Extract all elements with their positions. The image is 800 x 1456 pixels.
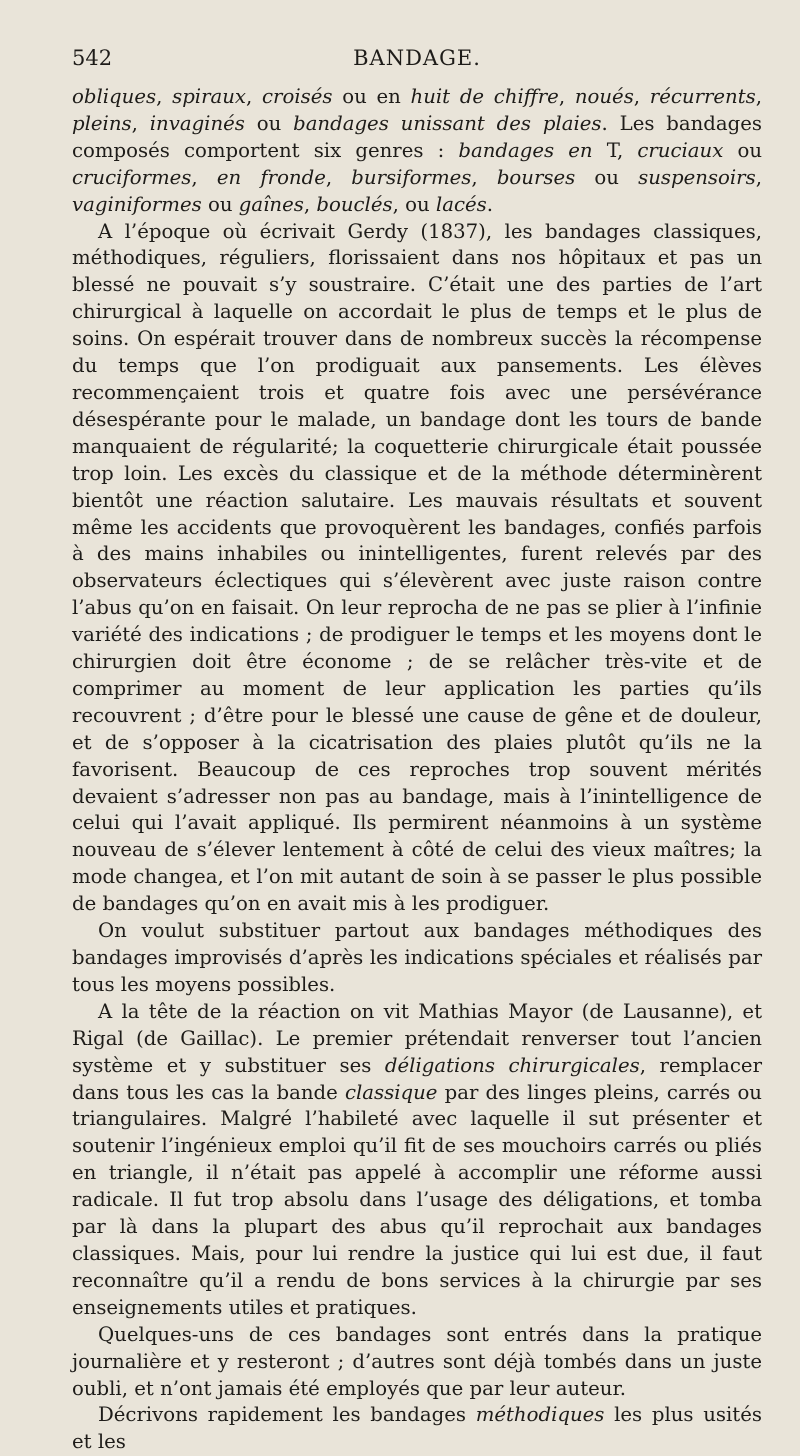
italic-term: bourses — [496, 165, 576, 189]
text-run: On voulut substituer partout aux bandages méthodiques des bandages improvisés d’après les indications spéciales et réalisés par tous les moyens possibles. — [72, 919, 762, 996]
page-body — [72, 84, 762, 1456]
italic-term: invaginés — [149, 111, 245, 135]
paragraph — [72, 999, 762, 1322]
text-run: ou — [244, 111, 294, 135]
italic-term: gaînes — [238, 192, 304, 216]
text-run: T, — [592, 138, 638, 162]
text-run: , — [325, 165, 352, 189]
page-number: 542 — [72, 46, 113, 70]
paragraph — [72, 1322, 762, 1403]
italic-term: pleins — [72, 111, 132, 135]
paragraph — [72, 918, 762, 999]
text-run: les plus usités et les — [72, 1403, 762, 1454]
text-run: , — [633, 85, 650, 108]
text-run: , — [471, 165, 497, 189]
text-run: , — [755, 165, 762, 189]
italic-term: bursiformes — [351, 165, 472, 189]
text-run: ou en — [332, 85, 411, 108]
text-run: A la tête de la réaction on vit Mathias Mayor (de Lausanne), et Rigal (de Gaillac). Le premier prétendait renverser tout l’ancien système et y substituer ses — [72, 999, 762, 1077]
text-run: , — [191, 165, 217, 189]
text-run: ou — [723, 138, 763, 162]
italic-term: lacés — [435, 192, 487, 216]
italic-term: classique — [344, 1080, 438, 1104]
text-run: , ou — [392, 192, 436, 216]
text-run: par des linges pleins, carrés ou triangulaires. Malgré l’habileté avec laquelle il sut présenter et soutenir l’ingénieux emploi qu’il fit de ses mouchoirs carrés ou pliés en triangle, il n’était pas appelé à accomplir une réforme aussi radicale. Il fut trop absolu dans l’usage des déligations, et tomba par là dans la plupart des abus qu’il reprochait aux bandages classiques. Mais, pour lui rendre la justice qui lui est due, il faut reconnaître qu’il a rendu de bons services à la chirurgie par ses enseignements utiles et pratiques. — [72, 1080, 762, 1319]
italic-term: huit de chiffre — [410, 85, 559, 108]
text-run: , — [246, 85, 263, 108]
text-run: ou — [575, 165, 639, 189]
italic-term: en fronde — [216, 165, 326, 189]
text-run: A l’époque où écrivait Gerdy (1837), les bandages classiques, méthodiques, réguliers, florissaient dans nos hôpitaux et pas un blessé ne pouvait s’y soustraire. C’était une des parties de l’art chirurgical à laquelle on accordait le plus de temps et le plus de soins. On espérait trouver dans de nombreux succès la récompense du temps que l’on prodiguait aux pansements. Les élèves recommençaient trois et quatre fois avec une persévérance désespérante pour le malade, un bandage dont les tours de bande manquaient de régularité; la coquetterie chirurgicale était poussée trop loin. Les excès du classique et de la méthode déterminèrent bientôt une réaction salutaire. Les mauvais résultats et souvent même les accidents que provoquèrent les bandages, confiés parfois à des mains inhabiles ou inintelligentes, furent relevés par des observateurs éclectiques qui s’élevèrent avec juste raison contre l’abus qu’on en faisait. On leur reprocha de ne pas se plier à l’infinie variété des indications ; de prodiguer le temps et les moyens dont le chirurgien doit être économe ; de se relâcher très-vite et de comprimer au moment de leur application les parties qu’ils recouvrent ; d’être pour le blessé une cause de gêne et de douleur, et de s’opposer à la cicatrisation des plaies plutôt qu’ils ne la favorisent. Beaucoup de ces reproches trop souvent mérités devaient s’adresser non pas au bandage, mais à l’inintelligence de celui qui l’avait appliqué. Ils permirent néanmoins à un système nouveau de s’élever lentement à côté de celui des vieux maîtres; la mode changea, et l’on mit autant de soin à se passer le plus possible de bandages qu’on en avait mis à les prodiguer. — [72, 219, 762, 916]
text-run: , — [558, 85, 575, 108]
italic-term: cruciformes — [72, 165, 192, 189]
text-run: Décrivons rapidement les bandages — [98, 1403, 476, 1427]
italic-term: cruciaux — [637, 138, 724, 162]
italic-term: méthodiques — [475, 1403, 605, 1427]
italic-term: bandages en — [458, 138, 593, 162]
italic-term: croisés — [262, 85, 333, 108]
paragraph — [72, 1402, 762, 1456]
italic-term: spiraux — [172, 85, 247, 108]
text-run: . Les bandages composés comportent six genres : — [72, 111, 762, 162]
text-run: , — [755, 85, 762, 108]
italic-term: noués — [574, 85, 634, 108]
text-run: , — [156, 85, 173, 108]
italic-term: bandages unissant des plaies — [293, 111, 602, 135]
paragraph — [72, 219, 762, 919]
italic-term: obliques — [72, 85, 157, 108]
italic-term: déligations chirurgicales — [384, 1053, 640, 1077]
running-title: BANDAGE. — [353, 46, 481, 70]
text-run: ou — [201, 192, 239, 216]
italic-term: suspensoirs — [638, 165, 756, 189]
text-run: Quelques-uns de ces bandages sont entrés dans la pratique journalière et y resteront ; d’autres sont déjà tombés dans un juste oubli, et n’ont jamais été employés que par leur auteur. — [72, 1322, 762, 1400]
italic-term: récurrents — [649, 85, 756, 108]
text-run: , — [131, 111, 150, 135]
text-run: . — [486, 192, 494, 216]
text-run: , remplacer dans tous les cas la bande — [72, 1053, 762, 1104]
text-run: , — [303, 192, 317, 216]
italic-term: vaginiformes — [72, 192, 202, 216]
italic-term: bouclés — [316, 192, 393, 216]
page-header — [72, 42, 762, 78]
paragraph — [72, 84, 762, 219]
